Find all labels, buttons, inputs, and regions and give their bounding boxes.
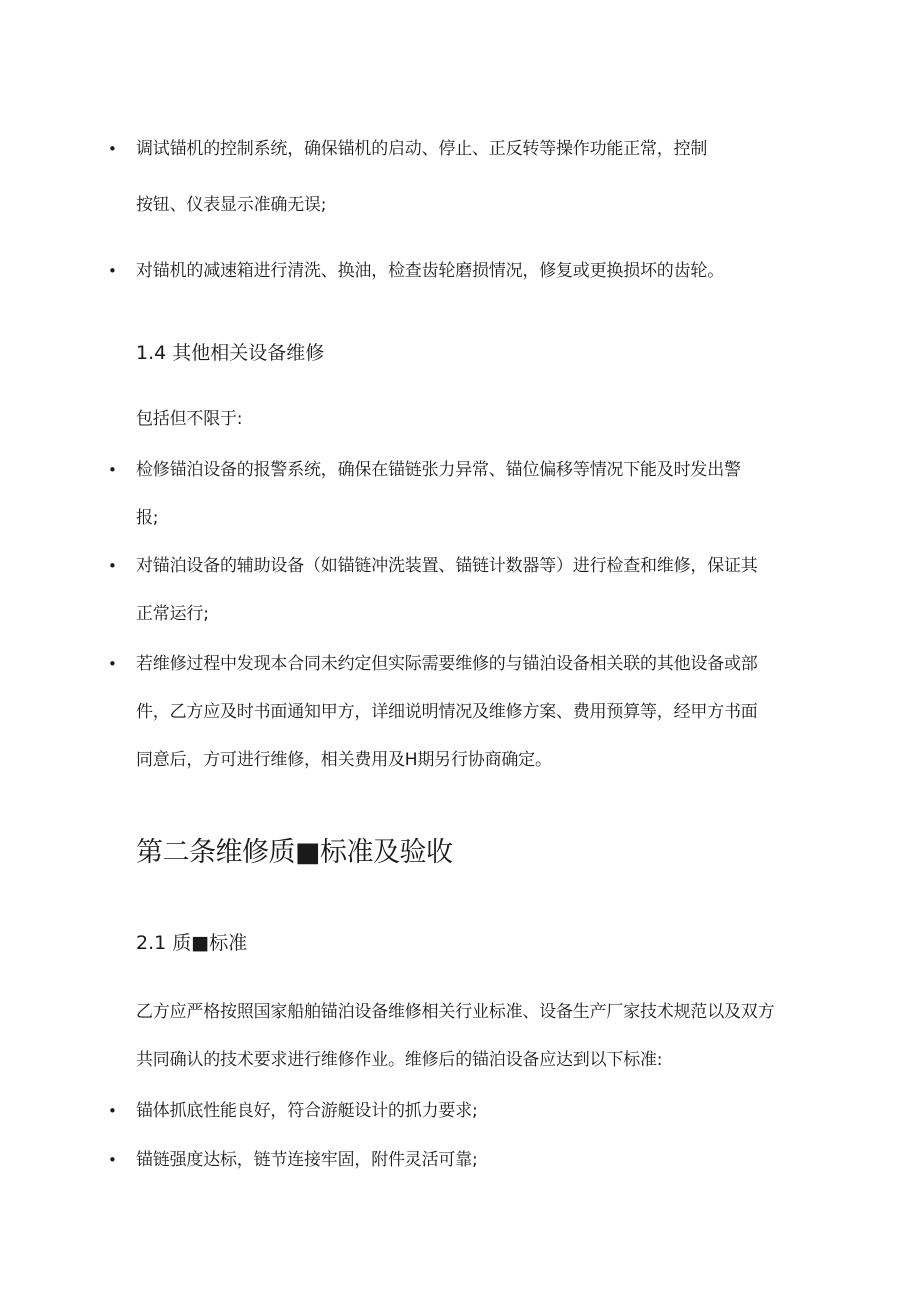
- paragraph-line: 乙方应严格按照国家船舶锚泊设备维修相关行业标准、设备生产厂家技术规范以及双方: [136, 1002, 775, 1022]
- list-item-line: 按钮、仪表显示准确无误;: [136, 195, 327, 215]
- bullet-marker: •: [108, 557, 117, 575]
- section-heading-2-1: 2.1 质■标准: [136, 932, 248, 954]
- list-item-line: 报;: [136, 508, 159, 528]
- section-heading-1-4: 1.4 其他相关设备维修: [136, 342, 325, 364]
- bullet-marker: •: [108, 655, 117, 673]
- list-item-line: 正常运行;: [136, 604, 209, 624]
- paragraph-line: 共同确认的技术要求进行维修作业。维修后的锚泊设备应达到以下标准:: [136, 1050, 663, 1070]
- list-item-line: 调试锚机的控制系统，确保锚机的启动、停止、正反转等操作功能正常，控制: [136, 139, 708, 159]
- list-item-line: 锚体抓底性能良好，符合游艇设计的抓力要求;: [136, 1101, 478, 1121]
- bullet-marker: •: [108, 1102, 117, 1120]
- bullet-marker: •: [108, 140, 117, 158]
- list-item-line: 同意后，方可进行维修，相关费用及H期另行协商确定。: [136, 750, 552, 770]
- list-item-line: 锚链强度达标，链节连接牢固，附件灵活可靠;: [136, 1150, 478, 1170]
- list-item-line: 对锚泊设备的辅助设备（如锚链冲洗装置、锚链计数器等）进行检查和维修，保证其: [136, 556, 758, 576]
- article-heading-2: 第二条维修质■标准及验收: [136, 837, 453, 868]
- list-item-line: 若维修过程中发现本合同未约定但实际需要维修的与锚泊设备相关联的其他设备或部: [136, 654, 758, 674]
- intro-text: 包括但不限于:: [136, 409, 243, 429]
- list-item-line: 对锚机的减速箱进行清洗、换油，检查齿轮磨损情况，修复或更换损坏的齿轮。: [136, 261, 724, 281]
- bullet-marker: •: [108, 461, 117, 479]
- list-item-line: 检修锚泊设备的报警系统，确保在锚链张力异常、锚位偏移等情况下能及时发出警: [136, 460, 741, 480]
- bullet-marker: •: [108, 262, 117, 280]
- list-item-line: 件，乙方应及时书面通知甲方，详细说明情况及维修方案、费用预算等，经甲方书面: [136, 702, 758, 722]
- bullet-marker: •: [108, 1151, 117, 1169]
